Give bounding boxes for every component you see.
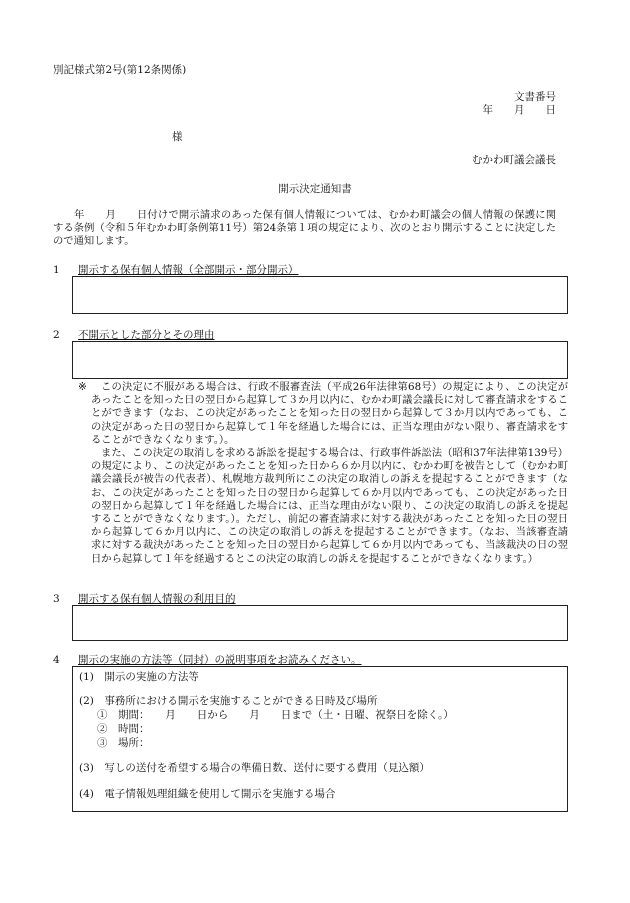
note-paragraph-1: この決定に不服がある場合は、行政不服審査法（平成26年法律第68号）の規定により、この決定があったことを知った日の翌日から起算して３か月以内に、むかわ町議会議長に対して審査請求をすることができます（なお、この決定があったことを知った日の翌日から起算して３か月以内であっても、この決定があった日の翌日から起算して１年を経過した場合には、正当な理由がない限り、審査請求をすることができなくなります。）。 <box>91 381 568 446</box>
date-label: 年 月 日 <box>482 104 556 116</box>
note-mark: ※ <box>78 381 87 393</box>
addressee-suffix: 様 <box>172 131 183 143</box>
section1-box <box>72 276 568 314</box>
intro-paragraph: 年 月 日付けで開示請求のあった保有個人情報については、むかわ町議会の個人情報の保護に関する条例（令和５年むかわ町条例第11号）第24条第１項の規定により、次のとおり開示することに決定したので通知します。 <box>53 209 556 248</box>
issuer: むかわ町議会議長 <box>472 154 556 166</box>
section2-number: 2 <box>53 329 60 341</box>
section3-number: 3 <box>53 593 60 605</box>
section3-box <box>72 605 568 641</box>
page-title: 開示決定通知書 <box>278 183 352 195</box>
item2-time: ② 時間： <box>97 723 150 735</box>
note-paragraph-2: また、この決定の取消しを求める訴訟を提起する場合は、行政事件訴訟法（昭和37年法律第139号）の規定により、この決定があったことを知った日から６か月以内に、むかわ町を被告として（むかわ町議会議長が被告の代表者）、札幌地方裁判所にこの決定の取消しの訴えを提起することができます（なお、この決定があったことを知った日の翌日から起算して６か月以内であっても、この決定があった日の翌日から起算して１年を経過した場合には、正当な理由がない限り、この決定の取消しの訴えを提起することができなくなります。）。ただし、前記の審査請求に対する裁決があったことを知った日の翌日から起算して６か月以内に、この決定の取消しの訴えを提起することができます。（なお、当該審査請求に対する裁決があったことを知った日の翌日から起算して６か月以内であっても、当該裁決の日の翌日から起算して１年を経過するとこの決定の取消しの訴えを提起することができなくなります。） <box>91 447 568 565</box>
item2: (2) 事務所における開示を実施することができる日時及び場所 <box>79 695 378 707</box>
section4-number: 4 <box>53 654 60 666</box>
section3-label: 開示する保有個人情報の利用目的 <box>78 593 236 605</box>
form-label: 別記様式第2号(第12条関係) <box>53 64 187 76</box>
item3: (3) 写しの送付を希望する場合の準備日数、送付に要する費用（見込額） <box>79 762 430 774</box>
section4-box <box>72 666 568 812</box>
section2-box <box>72 341 568 379</box>
item4: (4) 電子情報処理組織を使用して開示を実施する場合 <box>79 788 336 800</box>
section1-label: 開示する保有個人情報（全部開示・部分開示） <box>78 264 299 276</box>
item1: (1) 開示の実施の方法等 <box>79 671 199 683</box>
item2-place: ③ 場所： <box>97 737 150 749</box>
section2-label: 不開示とした部分とその理由 <box>78 329 215 341</box>
doc-number-label: 文書番号 <box>514 91 556 103</box>
section4-label: 開示の実施の方法等（同封）の説明事項をお読みください。 <box>78 654 362 666</box>
section1-number: 1 <box>53 264 60 276</box>
item2-period: ① 期間： 月 日から 月 日まで（土・日曜、祝祭日を除く。） <box>97 709 454 721</box>
